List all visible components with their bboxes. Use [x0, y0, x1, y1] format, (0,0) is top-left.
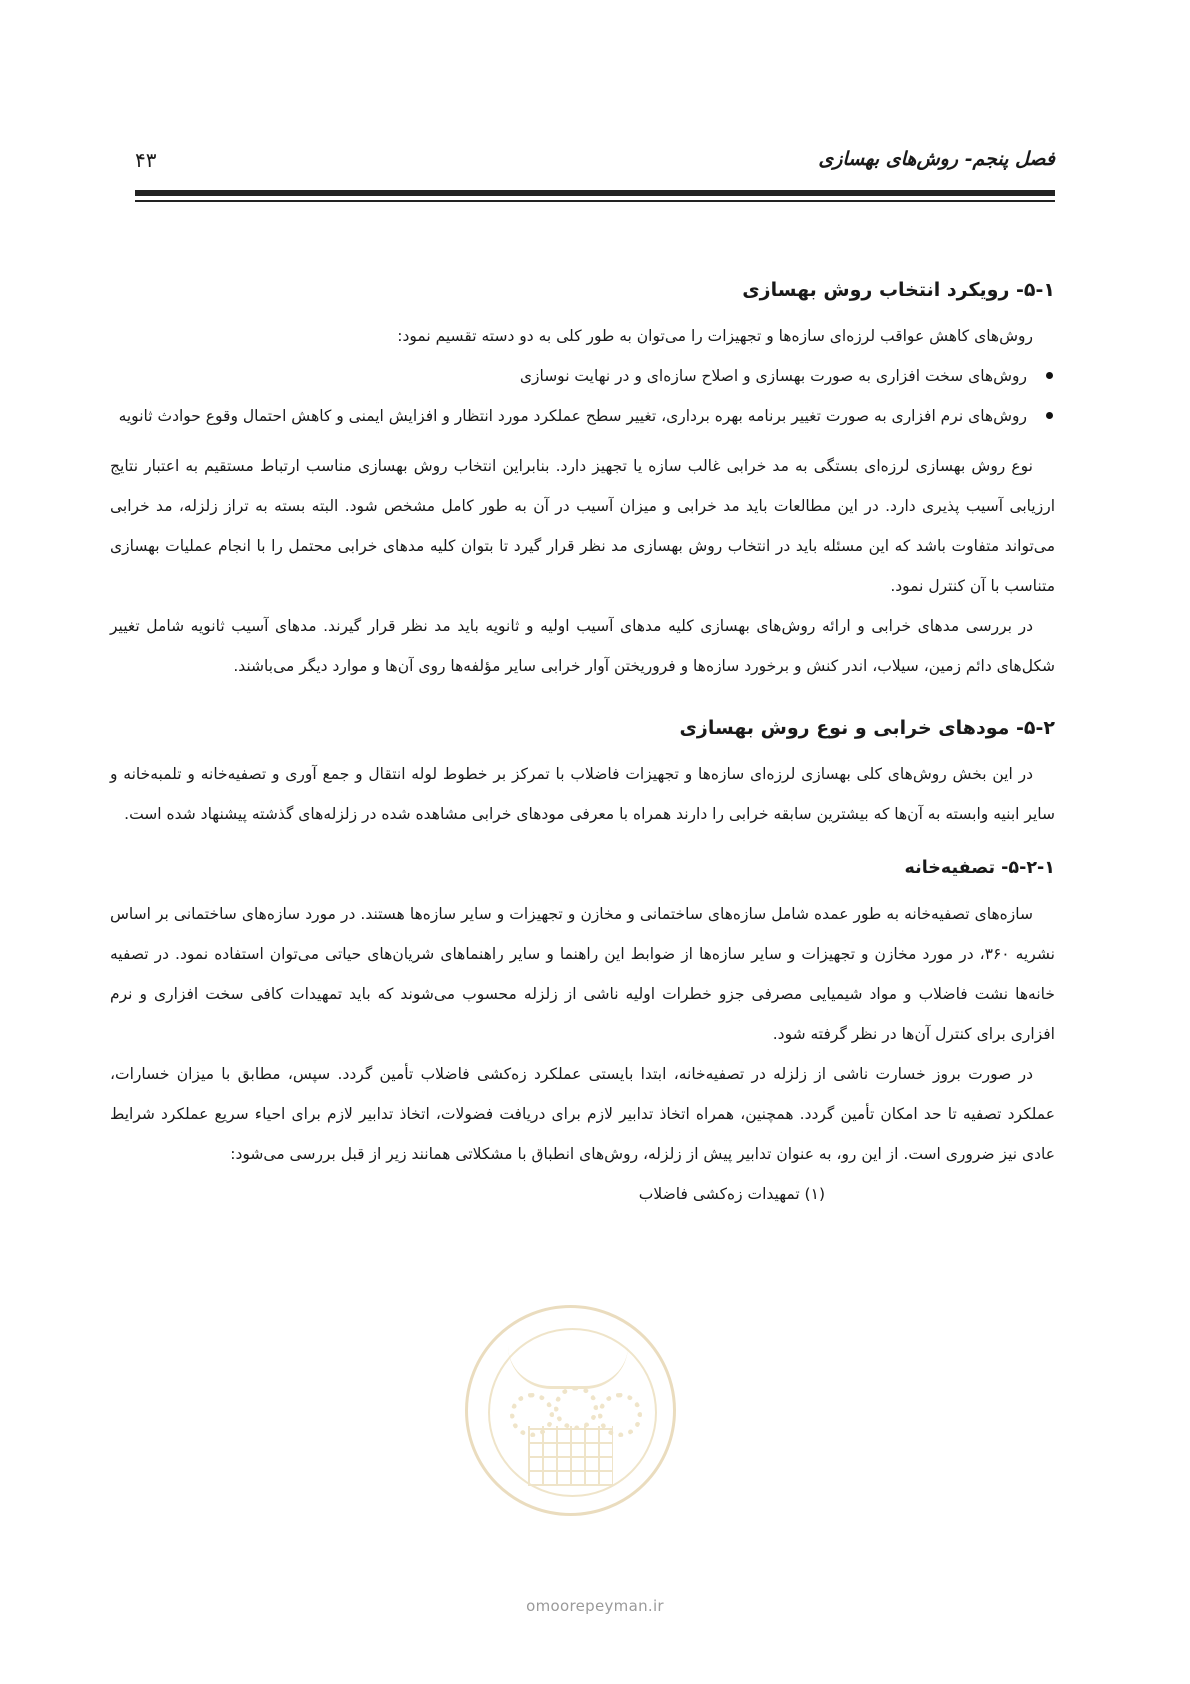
bullet-item [110, 356, 1055, 396]
chapter-title: فصل پنجم- روش‌های بهسازی [818, 148, 1055, 170]
bullet-list [110, 356, 1055, 436]
body-paragraph: سازه‌های تصفیه‌خانه به طور عمده شامل سازه‌های ساختمانی و مخازن و تجهیزات و سایر سازه‌ها هستند. در مورد سازه‌های ساختمانی بر اساس نشریه ۳۶۰، در مورد مخازن و تجهیزات و سایر سازه‌ها از ضوابط این راهنما و سایر راهنماهای شریان‌های حیاتی می‌توان استفاده نمود. در تصفیه خانه‌ها نشت فاضلاب و مواد شیمیایی مصرفی جزو خطرات اولیه ناشی از زلزله محسوب می‌شوند که باید تمهیدات کافی سخت افزاری و نرم افزاری برای کنترل آن‌ها در نظر گرفته شود. [110, 905, 1055, 1043]
bullet-icon [1046, 412, 1053, 419]
body-paragraph: نوع روش بهسازی لرزه‌ای بستگی به مد خرابی غالب سازه یا تجهیز دارد. بنابراین انتخاب روش بهسازی مناسب ارتباط مستقیم به اعتبار نتایج ارزیابی آسیب پذیری دارد. در این مطالعات باید مد خرابی و میزان آسیب در آن به طور کامل مشخص شود. البته بسته به تراز زلزله، مد خرابی می‌تواند متفاوت باشد که این مسئله باید در انتخاب روش بهسازی مد نظر قرار گیرد تا بتوان کلیه مدهای خرابی محتمل را با انجام عملیات بهسازی متناسب با آن کنترل نمود. [110, 457, 1055, 595]
section-heading-5-2: ۵-۲- مودهای خرابی و نوع روش بهسازی [679, 717, 1055, 739]
subsection-heading-5-2-1: ۵-۲-۱- تصفیه‌خانه [904, 858, 1055, 878]
running-header [135, 148, 1055, 178]
bullet-text: روش‌های سخت افزاری به صورت بهسازی و اصلاح سازه‌ای و در نهایت نوسازی [519, 367, 1027, 385]
bullet-icon [1046, 372, 1053, 379]
body-content [110, 270, 1055, 1214]
numbered-item: (۱) تمهیدات زه‌کشی فاضلاب [638, 1185, 825, 1203]
bullet-text: روش‌های نرم افزاری به صورت تغییر برنامه بهره برداری، تغییر سطح عملکرد مورد انتظار و افزایش ایمنی و کاهش احتمال وقوع حوادث ثانویه [118, 407, 1027, 425]
intro-paragraph: روش‌های کاهش عواقب لرزه‌ای سازه‌ها و تجهیزات را می‌توان به طور کلی به دو دسته تقسیم نمود: [397, 327, 1033, 345]
header-rule-thick [135, 190, 1055, 196]
body-paragraph: در بررسی مدهای خرابی و ارائه روش‌های بهسازی کلیه مدهای آسیب اولیه و ثانویه باید مد نظر قرار گیرند. مدهای آسیب ثانویه شامل تغییر شکل‌های دائم زمین، سیلاب، اندر کنش و برخورد سازه‌ها و فروریختن آوار خرابی سایر مؤلفه‌ها روی آن‌ها و موارد دیگر می‌باشند. [110, 617, 1055, 675]
body-paragraph: در این بخش روش‌های کلی بهسازی لرزه‌ای سازه‌ها و تجهیزات فاضلاب با تمرکز بر خطوط لوله انتقال و جمع آوری و تصفیه‌خانه و تلمبه‌خانه و سایر ابنیه وابسته به آن‌ها که بیشترین سابقه خرابی را دارند همراه با معرفی مودهای خرابی مشاهده شده در زلزله‌های گذشته پیشنهاد شده است. [110, 765, 1055, 823]
section-heading-5-1: ۵-۱- رویکرد انتخاب روش بهسازی [742, 279, 1055, 301]
page-number: ۴۳ [135, 148, 157, 172]
bullet-item [110, 396, 1055, 436]
body-paragraph: در صورت بروز خسارت ناشی از زلزله در تصفیه‌خانه، ابتدا بایستی عملکرد زه‌کشی فاضلاب تأمین گردد. سپس، مطابق با میزان خسارات، عملکرد تصفیه تا حد امکان تأمین گردد. همچنین، همراه اتخاذ تدابیر لازم برای دریافت فضولات، اتخاذ تدابیر لازم برای احیاء سریع عملکرد شرایط عادی نیز ضروری است. از این رو، به عنوان تدابیر پیش از زلزله، روش‌های انطباق با مشکلاتی همانند زیر از قبل بررسی می‌شود: [110, 1065, 1055, 1163]
publisher-seal-watermark [465, 1305, 676, 1516]
header-rule-thin [135, 200, 1055, 202]
footer-url: omoorepeyman.ir [526, 1597, 664, 1615]
seal-grid [528, 1426, 613, 1486]
gear-icon [554, 1386, 598, 1430]
